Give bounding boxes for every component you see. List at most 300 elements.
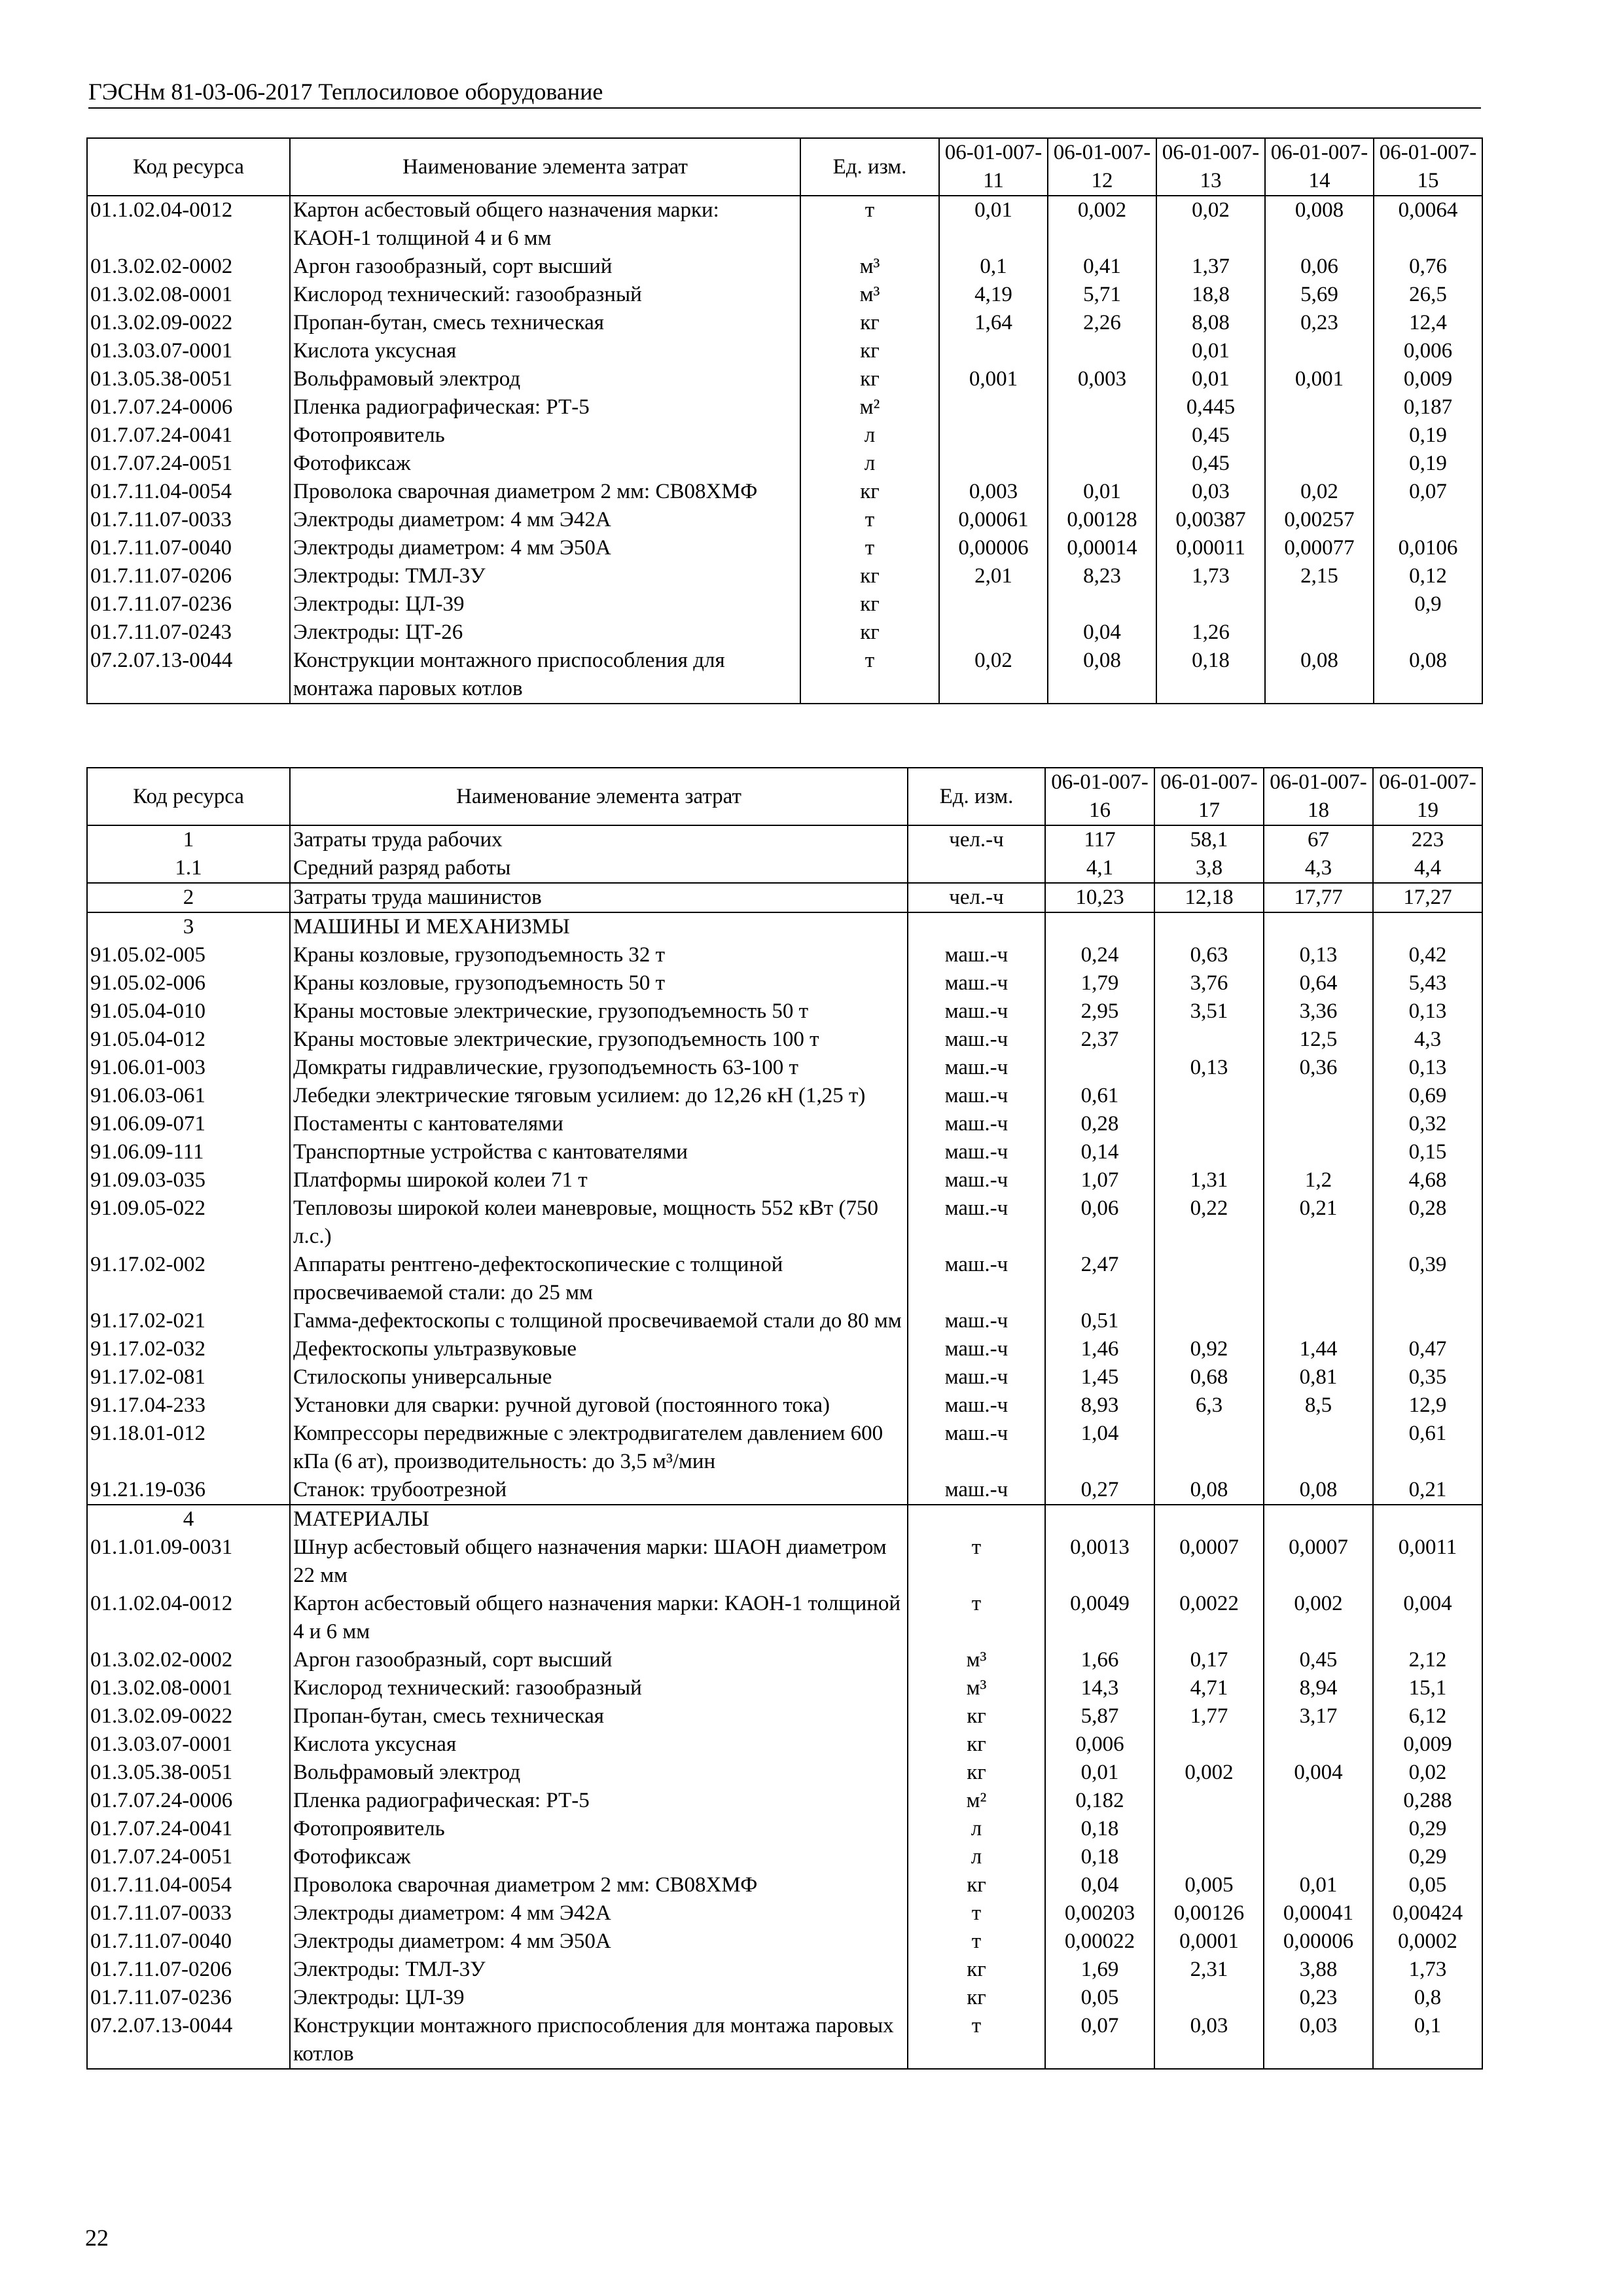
unit-cell: т [908, 1590, 1045, 1646]
value-cell: 0,08 [1154, 1476, 1264, 1505]
value-cell: 0,45 [1156, 422, 1265, 450]
value-cell [939, 619, 1048, 647]
resource-code: 01.3.03.07-0001 [87, 337, 290, 365]
table-row [87, 450, 1482, 478]
value-cell [1374, 619, 1482, 647]
value-cell: 0,00022 [1045, 1928, 1154, 1956]
resource-name: Электроды: ЦЛ-39 [290, 1984, 908, 2012]
table-row [87, 506, 1482, 534]
value-cell: 1,37 [1156, 253, 1265, 281]
resource-name: Затраты труда рабочих [290, 825, 908, 854]
value-cell: 0,92 [1154, 1335, 1264, 1363]
value-cell: 0,0013 [1045, 1534, 1154, 1590]
table-row [87, 1505, 1482, 1534]
value-cell: 0,29 [1373, 1843, 1482, 1871]
value-cell: 0,81 [1264, 1363, 1373, 1391]
table-row [87, 1534, 1482, 1590]
unit-cell: маш.-ч [908, 941, 1045, 969]
value-cell: 0,13 [1373, 997, 1482, 1026]
value-cell: 12,5 [1264, 1026, 1373, 1054]
resource-code: 01.7.11.07-0243 [87, 619, 290, 647]
resource-name: Проволока сварочная диаметром 2 мм: СВ08ХМФ [290, 478, 800, 506]
value-cell: 0,006 [1045, 1731, 1154, 1759]
resource-code: 91.06.09-111 [87, 1138, 290, 1166]
resource-name: Аргон газообразный, сорт высший [290, 253, 800, 281]
unit-cell: маш.-ч [908, 1194, 1045, 1251]
unit-cell: маш.-ч [908, 1138, 1045, 1166]
header-col: 06-01-007-18 [1264, 768, 1373, 825]
value-cell [1154, 1731, 1264, 1759]
value-cell: 0,006 [1374, 337, 1482, 365]
value-cell: 0,004 [1264, 1759, 1373, 1787]
value-cell: 0,64 [1264, 969, 1373, 997]
value-cell: 3,88 [1264, 1956, 1373, 1984]
resource-code: 01.7.07.24-0006 [87, 393, 290, 422]
value-cell [1264, 1110, 1373, 1138]
resource-code: 91.21.19-036 [87, 1476, 290, 1505]
unit-cell [908, 912, 1045, 941]
value-cell [1373, 912, 1482, 941]
table-row [87, 883, 1482, 912]
value-cell: 0,32 [1373, 1110, 1482, 1138]
value-cell: 0,63 [1154, 941, 1264, 969]
resource-name: Электроды: ЦТ-26 [290, 619, 800, 647]
value-cell [1264, 1843, 1373, 1871]
table-row [87, 1928, 1482, 1956]
value-cell: 0,51 [1045, 1307, 1154, 1335]
unit-cell: кг [908, 1871, 1045, 1899]
table-row [87, 478, 1482, 506]
unit-cell: м³ [800, 281, 939, 309]
value-cell: 0,00203 [1045, 1899, 1154, 1928]
value-cell: 0,08 [1265, 647, 1374, 704]
value-cell [1264, 1815, 1373, 1843]
table-row [87, 1843, 1482, 1871]
resource-code: 01.3.03.07-0001 [87, 1731, 290, 1759]
value-cell [1048, 393, 1156, 422]
resource-code: 01.1.02.04-0012 [87, 196, 290, 253]
table-row [87, 1476, 1482, 1505]
value-cell: 0,28 [1373, 1194, 1482, 1251]
resource-name: Станок: трубоотрезной [290, 1476, 908, 1505]
table-row [87, 854, 1482, 883]
value-cell [939, 450, 1048, 478]
value-cell: 10,23 [1045, 883, 1154, 912]
value-cell: 2,31 [1154, 1956, 1264, 1984]
resource-code: 91.18.01-012 [87, 1420, 290, 1476]
resource-code: 01.3.02.09-0022 [87, 309, 290, 337]
value-cell: 3,8 [1154, 854, 1264, 883]
unit-cell: маш.-ч [908, 997, 1045, 1026]
unit-cell: л [800, 450, 939, 478]
value-cell: 0,001 [939, 365, 1048, 393]
value-cell: 0,22 [1154, 1194, 1264, 1251]
value-cell: 0,21 [1373, 1476, 1482, 1505]
value-cell: 0,0106 [1374, 534, 1482, 562]
value-cell: 6,3 [1154, 1391, 1264, 1420]
value-cell: 17,77 [1264, 883, 1373, 912]
value-cell [1265, 590, 1374, 619]
resource-code: 1 [87, 825, 290, 854]
unit-cell: т [800, 506, 939, 534]
value-cell: 0,01 [1264, 1871, 1373, 1899]
value-cell: 0,004 [1373, 1590, 1482, 1646]
resource-code: 91.05.04-010 [87, 997, 290, 1026]
resource-name: Тепловозы широкой колеи маневровые, мощность 552 кВт (750 л.с.) [290, 1194, 908, 1251]
value-cell: 14,3 [1045, 1674, 1154, 1702]
resource-code: 91.09.03-035 [87, 1166, 290, 1194]
resource-code: 91.06.09-071 [87, 1110, 290, 1138]
table-row [87, 619, 1482, 647]
table-row [87, 1759, 1482, 1787]
table-row [87, 1363, 1482, 1391]
resource-name: Домкраты гидравлические, грузоподъемность 63-100 т [290, 1054, 908, 1082]
value-cell: 0,02 [1156, 196, 1265, 253]
value-cell: 3,36 [1264, 997, 1373, 1026]
value-cell: 0,23 [1264, 1984, 1373, 2012]
unit-cell: л [908, 1815, 1045, 1843]
value-cell: 0,00077 [1265, 534, 1374, 562]
value-cell: 0,13 [1264, 941, 1373, 969]
resource-code: 91.17.04-233 [87, 1391, 290, 1420]
unit-cell: кг [908, 1984, 1045, 2012]
table-body [87, 196, 1482, 704]
value-cell [1045, 1054, 1154, 1082]
value-cell: 2,15 [1265, 562, 1374, 590]
resource-code: 01.3.05.38-0051 [87, 365, 290, 393]
value-cell: 4,4 [1373, 854, 1482, 883]
value-cell [939, 422, 1048, 450]
value-cell: 0,005 [1154, 1871, 1264, 1899]
unit-cell: маш.-ч [908, 1082, 1045, 1110]
table-row [87, 2012, 1482, 2069]
value-cell: 0,45 [1264, 1646, 1373, 1674]
value-cell: 1,46 [1045, 1335, 1154, 1363]
value-cell: 0,00424 [1373, 1899, 1482, 1928]
value-cell [939, 337, 1048, 365]
unit-cell: кг [800, 619, 939, 647]
table-row [87, 281, 1482, 309]
table-header-row [87, 138, 1482, 196]
unit-cell: маш.-ч [908, 1026, 1045, 1054]
unit-cell: кг [908, 1702, 1045, 1731]
resource-name: Электроды диаметром: 4 мм Э50А [290, 534, 800, 562]
resource-code: 01.3.02.08-0001 [87, 1674, 290, 1702]
value-cell [1048, 422, 1156, 450]
value-cell: 0,42 [1373, 941, 1482, 969]
value-cell: 12,9 [1373, 1391, 1482, 1420]
value-cell: 0,0011 [1373, 1534, 1482, 1590]
value-cell: 0,8 [1373, 1984, 1482, 2012]
value-cell: 2,12 [1373, 1646, 1482, 1674]
unit-cell: кг [908, 1731, 1045, 1759]
value-cell [1045, 912, 1154, 941]
value-cell [1265, 337, 1374, 365]
value-cell [1264, 1138, 1373, 1166]
value-cell: 0,19 [1374, 450, 1482, 478]
resource-code: 01.7.07.24-0041 [87, 422, 290, 450]
resource-name: Пропан-бутан, смесь техническая [290, 1702, 908, 1731]
table-body [87, 825, 1482, 2069]
table-row [87, 825, 1482, 854]
resource-name: Лебедки электрические тяговым усилием: до 12,26 кН (1,25 т) [290, 1082, 908, 1110]
value-cell: 3,76 [1154, 969, 1264, 997]
table-row [87, 422, 1482, 450]
value-cell: 0,27 [1045, 1476, 1154, 1505]
value-cell: 1,04 [1045, 1420, 1154, 1476]
value-cell: 4,19 [939, 281, 1048, 309]
table-row [87, 1110, 1482, 1138]
value-cell [1265, 450, 1374, 478]
resource-name: Затраты труда машинистов [290, 883, 908, 912]
resource-name: Кислота уксусная [290, 1731, 908, 1759]
unit-cell: м² [800, 393, 939, 422]
value-cell [1264, 1787, 1373, 1815]
header-col: 06-01-007-13 [1156, 138, 1265, 196]
value-cell: 0,0064 [1374, 196, 1482, 253]
value-cell: 117 [1045, 825, 1154, 854]
resource-name: Картон асбестовый общего назначения марки: КАОН-1 толщиной 4 и 6 мм [290, 196, 800, 253]
resource-name: Аргон газообразный, сорт высший [290, 1646, 908, 1674]
value-cell [1048, 590, 1156, 619]
header-col: 06-01-007-14 [1265, 138, 1374, 196]
unit-cell: т [908, 1534, 1045, 1590]
page-header: ГЭСНм 81-03-06-2017 Теплосиловое оборудование [88, 77, 1481, 109]
value-cell: 4,1 [1045, 854, 1154, 883]
table-row [87, 309, 1482, 337]
value-cell: 0,19 [1374, 422, 1482, 450]
value-cell: 0,23 [1265, 309, 1374, 337]
resource-name: Кислота уксусная [290, 337, 800, 365]
unit-cell: маш.-ч [908, 969, 1045, 997]
value-cell [1264, 912, 1373, 941]
value-cell: 0,00128 [1048, 506, 1156, 534]
value-cell: 0,1 [939, 253, 1048, 281]
resource-name: Пропан-бутан, смесь техническая [290, 309, 800, 337]
value-cell: 0,0007 [1264, 1534, 1373, 1590]
resource-name: Фотопроявитель [290, 1815, 908, 1843]
unit-cell: т [908, 1928, 1045, 1956]
value-cell: 0,04 [1048, 619, 1156, 647]
table-row [87, 997, 1482, 1026]
table-row [87, 534, 1482, 562]
value-cell: 8,23 [1048, 562, 1156, 590]
resource-code: 91.06.03-061 [87, 1082, 290, 1110]
unit-cell: л [800, 422, 939, 450]
value-cell: 0,001 [1265, 365, 1374, 393]
table-row [87, 1731, 1482, 1759]
resource-name: Средний разряд работы [290, 854, 908, 883]
value-cell: 0,02 [1265, 478, 1374, 506]
value-cell: 0,08 [1048, 647, 1156, 704]
value-cell: 0,03 [1264, 2012, 1373, 2069]
unit-cell: т [908, 1899, 1045, 1928]
table-row [87, 253, 1482, 281]
value-cell [1154, 1307, 1264, 1335]
unit-cell: кг [800, 337, 939, 365]
table-row [87, 1899, 1482, 1928]
resource-name: Дефектоскопы ультразвуковые [290, 1335, 908, 1363]
value-cell: 12,4 [1374, 309, 1482, 337]
resource-code: 01.7.11.07-0206 [87, 1956, 290, 1984]
value-cell [1154, 1420, 1264, 1476]
header-unit: Ед. изм. [908, 768, 1045, 825]
unit-cell [908, 854, 1045, 883]
value-cell: 0,0007 [1154, 1534, 1264, 1590]
value-cell: 8,5 [1264, 1391, 1373, 1420]
value-cell [1154, 1505, 1264, 1534]
resource-name: Шнур асбестовый общего назначения марки: ШАОН диаметром 22 мм [290, 1534, 908, 1590]
resource-code: 01.3.02.09-0022 [87, 1702, 290, 1731]
resource-code: 2 [87, 883, 290, 912]
value-cell: 1,73 [1156, 562, 1265, 590]
unit-cell: т [800, 196, 939, 253]
value-cell: 0,18 [1156, 647, 1265, 704]
resource-code: 01.7.07.24-0006 [87, 1787, 290, 1815]
unit-cell: маш.-ч [908, 1420, 1045, 1476]
resource-name: Фотопроявитель [290, 422, 800, 450]
value-cell [939, 590, 1048, 619]
table-row [87, 1026, 1482, 1054]
value-cell: 0,003 [1048, 365, 1156, 393]
value-cell: 3,17 [1264, 1702, 1373, 1731]
value-cell: 0,0001 [1154, 1928, 1264, 1956]
value-cell [1374, 506, 1482, 534]
table-row [87, 1815, 1482, 1843]
value-cell [1265, 619, 1374, 647]
value-cell: 0,182 [1045, 1787, 1154, 1815]
value-cell: 4,71 [1154, 1674, 1264, 1702]
resource-code: 01.7.11.07-0236 [87, 590, 290, 619]
value-cell: 0,0049 [1045, 1590, 1154, 1646]
value-cell: 4,68 [1373, 1166, 1482, 1194]
value-cell [1154, 1843, 1264, 1871]
value-cell [1154, 1984, 1264, 2012]
resource-code: 01.7.11.04-0054 [87, 478, 290, 506]
unit-cell: кг [800, 365, 939, 393]
unit-cell: т [800, 534, 939, 562]
resource-code: 07.2.07.13-0044 [87, 2012, 290, 2069]
value-cell: 0,02 [939, 647, 1048, 704]
resource-name: Краны мостовые электрические, грузоподъемность 100 т [290, 1026, 908, 1054]
value-cell: 0,02 [1373, 1759, 1482, 1787]
value-cell [1154, 1110, 1264, 1138]
value-cell: 0,002 [1154, 1759, 1264, 1787]
value-cell: 26,5 [1374, 281, 1482, 309]
unit-cell: маш.-ч [908, 1166, 1045, 1194]
value-cell: 0,28 [1045, 1110, 1154, 1138]
value-cell: 0,18 [1045, 1815, 1154, 1843]
value-cell: 0,01 [939, 196, 1048, 253]
value-cell: 1,2 [1264, 1166, 1373, 1194]
unit-cell [908, 1505, 1045, 1534]
unit-cell: кг [800, 309, 939, 337]
table-row [87, 337, 1482, 365]
table-row [87, 969, 1482, 997]
value-cell [1154, 1026, 1264, 1054]
table-row [87, 647, 1482, 704]
resource-name: Электроды диаметром: 4 мм Э42А [290, 1899, 908, 1928]
resource-name: Электроды диаметром: 4 мм Э50А [290, 1928, 908, 1956]
value-cell: 8,94 [1264, 1674, 1373, 1702]
resource-name: Платформы широкой колеи 71 т [290, 1166, 908, 1194]
value-cell: 0,47 [1373, 1335, 1482, 1363]
value-cell: 3,51 [1154, 997, 1264, 1026]
table-row [87, 562, 1482, 590]
resource-code: 01.7.07.24-0041 [87, 1815, 290, 1843]
unit-cell: м³ [908, 1646, 1045, 1674]
value-cell: 0,04 [1045, 1871, 1154, 1899]
value-cell: 0,01 [1048, 478, 1156, 506]
table-row [87, 1307, 1482, 1335]
resource-name: Аппараты рентгено-дефектоскопические с толщиной просвечиваемой стали: до 25 мм [290, 1251, 908, 1307]
resource-name: Компрессоры передвижные с электродвигателем давлением 600 кПа (6 ат), производительность: до 3,5 м³/мин [290, 1420, 908, 1476]
value-cell [1048, 337, 1156, 365]
resource-name: Постаменты с кантователями [290, 1110, 908, 1138]
value-cell: 17,27 [1373, 883, 1482, 912]
value-cell: 5,87 [1045, 1702, 1154, 1731]
resource-name: Фотофиксаж [290, 450, 800, 478]
table-row [87, 196, 1482, 253]
value-cell: 0,008 [1265, 196, 1374, 253]
value-cell: 0,21 [1264, 1194, 1373, 1251]
resource-code: 01.7.07.24-0051 [87, 450, 290, 478]
header-code: Код ресурса [87, 768, 290, 825]
section-title: МАШИНЫ И МЕХАНИЗМЫ [290, 912, 908, 941]
table-row [87, 1420, 1482, 1476]
value-cell: 1,07 [1045, 1166, 1154, 1194]
resource-name: Гамма-дефектоскопы с толщиной просвечиваемой стали до 80 мм [290, 1307, 908, 1335]
resource-code: 91.17.02-032 [87, 1335, 290, 1363]
resource-code: 01.7.11.07-0040 [87, 534, 290, 562]
resource-table-2 [86, 767, 1483, 2070]
value-cell: 0,288 [1373, 1787, 1482, 1815]
resource-name: Кислород технический: газообразный [290, 281, 800, 309]
value-cell: 67 [1264, 825, 1373, 854]
value-cell: 1,69 [1045, 1956, 1154, 1984]
resource-code: 91.05.02-006 [87, 969, 290, 997]
value-cell [1265, 393, 1374, 422]
unit-cell: маш.-ч [908, 1307, 1045, 1335]
unit-cell: маш.-ч [908, 1335, 1045, 1363]
value-cell: 0,07 [1045, 2012, 1154, 2069]
resource-code: 01.3.02.02-0002 [87, 253, 290, 281]
value-cell: 0,12 [1374, 562, 1482, 590]
resource-code: 91.05.04-012 [87, 1026, 290, 1054]
value-cell: 0,01 [1045, 1759, 1154, 1787]
page-number: 22 [85, 2225, 109, 2251]
unit-cell: маш.-ч [908, 1110, 1045, 1138]
resource-code: 91.09.05-022 [87, 1194, 290, 1251]
resource-name: Проволока сварочная диаметром 2 мм: СВ08ХМФ [290, 1871, 908, 1899]
resource-name: Краны козловые, грузоподъемность 50 т [290, 969, 908, 997]
value-cell: 0,002 [1048, 196, 1156, 253]
value-cell: 4,3 [1373, 1026, 1482, 1054]
resource-name: Вольфрамовый электрод [290, 365, 800, 393]
value-cell: 0,45 [1156, 450, 1265, 478]
unit-cell: т [908, 2012, 1045, 2069]
resource-code: 01.3.02.08-0001 [87, 281, 290, 309]
value-cell: 15,1 [1373, 1674, 1482, 1702]
value-cell [1264, 1731, 1373, 1759]
unit-cell: чел.-ч [908, 825, 1045, 854]
value-cell: 5,71 [1048, 281, 1156, 309]
resource-code: 91.06.01-003 [87, 1054, 290, 1082]
table-row [87, 1194, 1482, 1251]
value-cell [1264, 1251, 1373, 1307]
value-cell: 0,00006 [1264, 1928, 1373, 1956]
resource-name: Установки для сварки: ручной дуговой (постоянного тока) [290, 1391, 908, 1420]
